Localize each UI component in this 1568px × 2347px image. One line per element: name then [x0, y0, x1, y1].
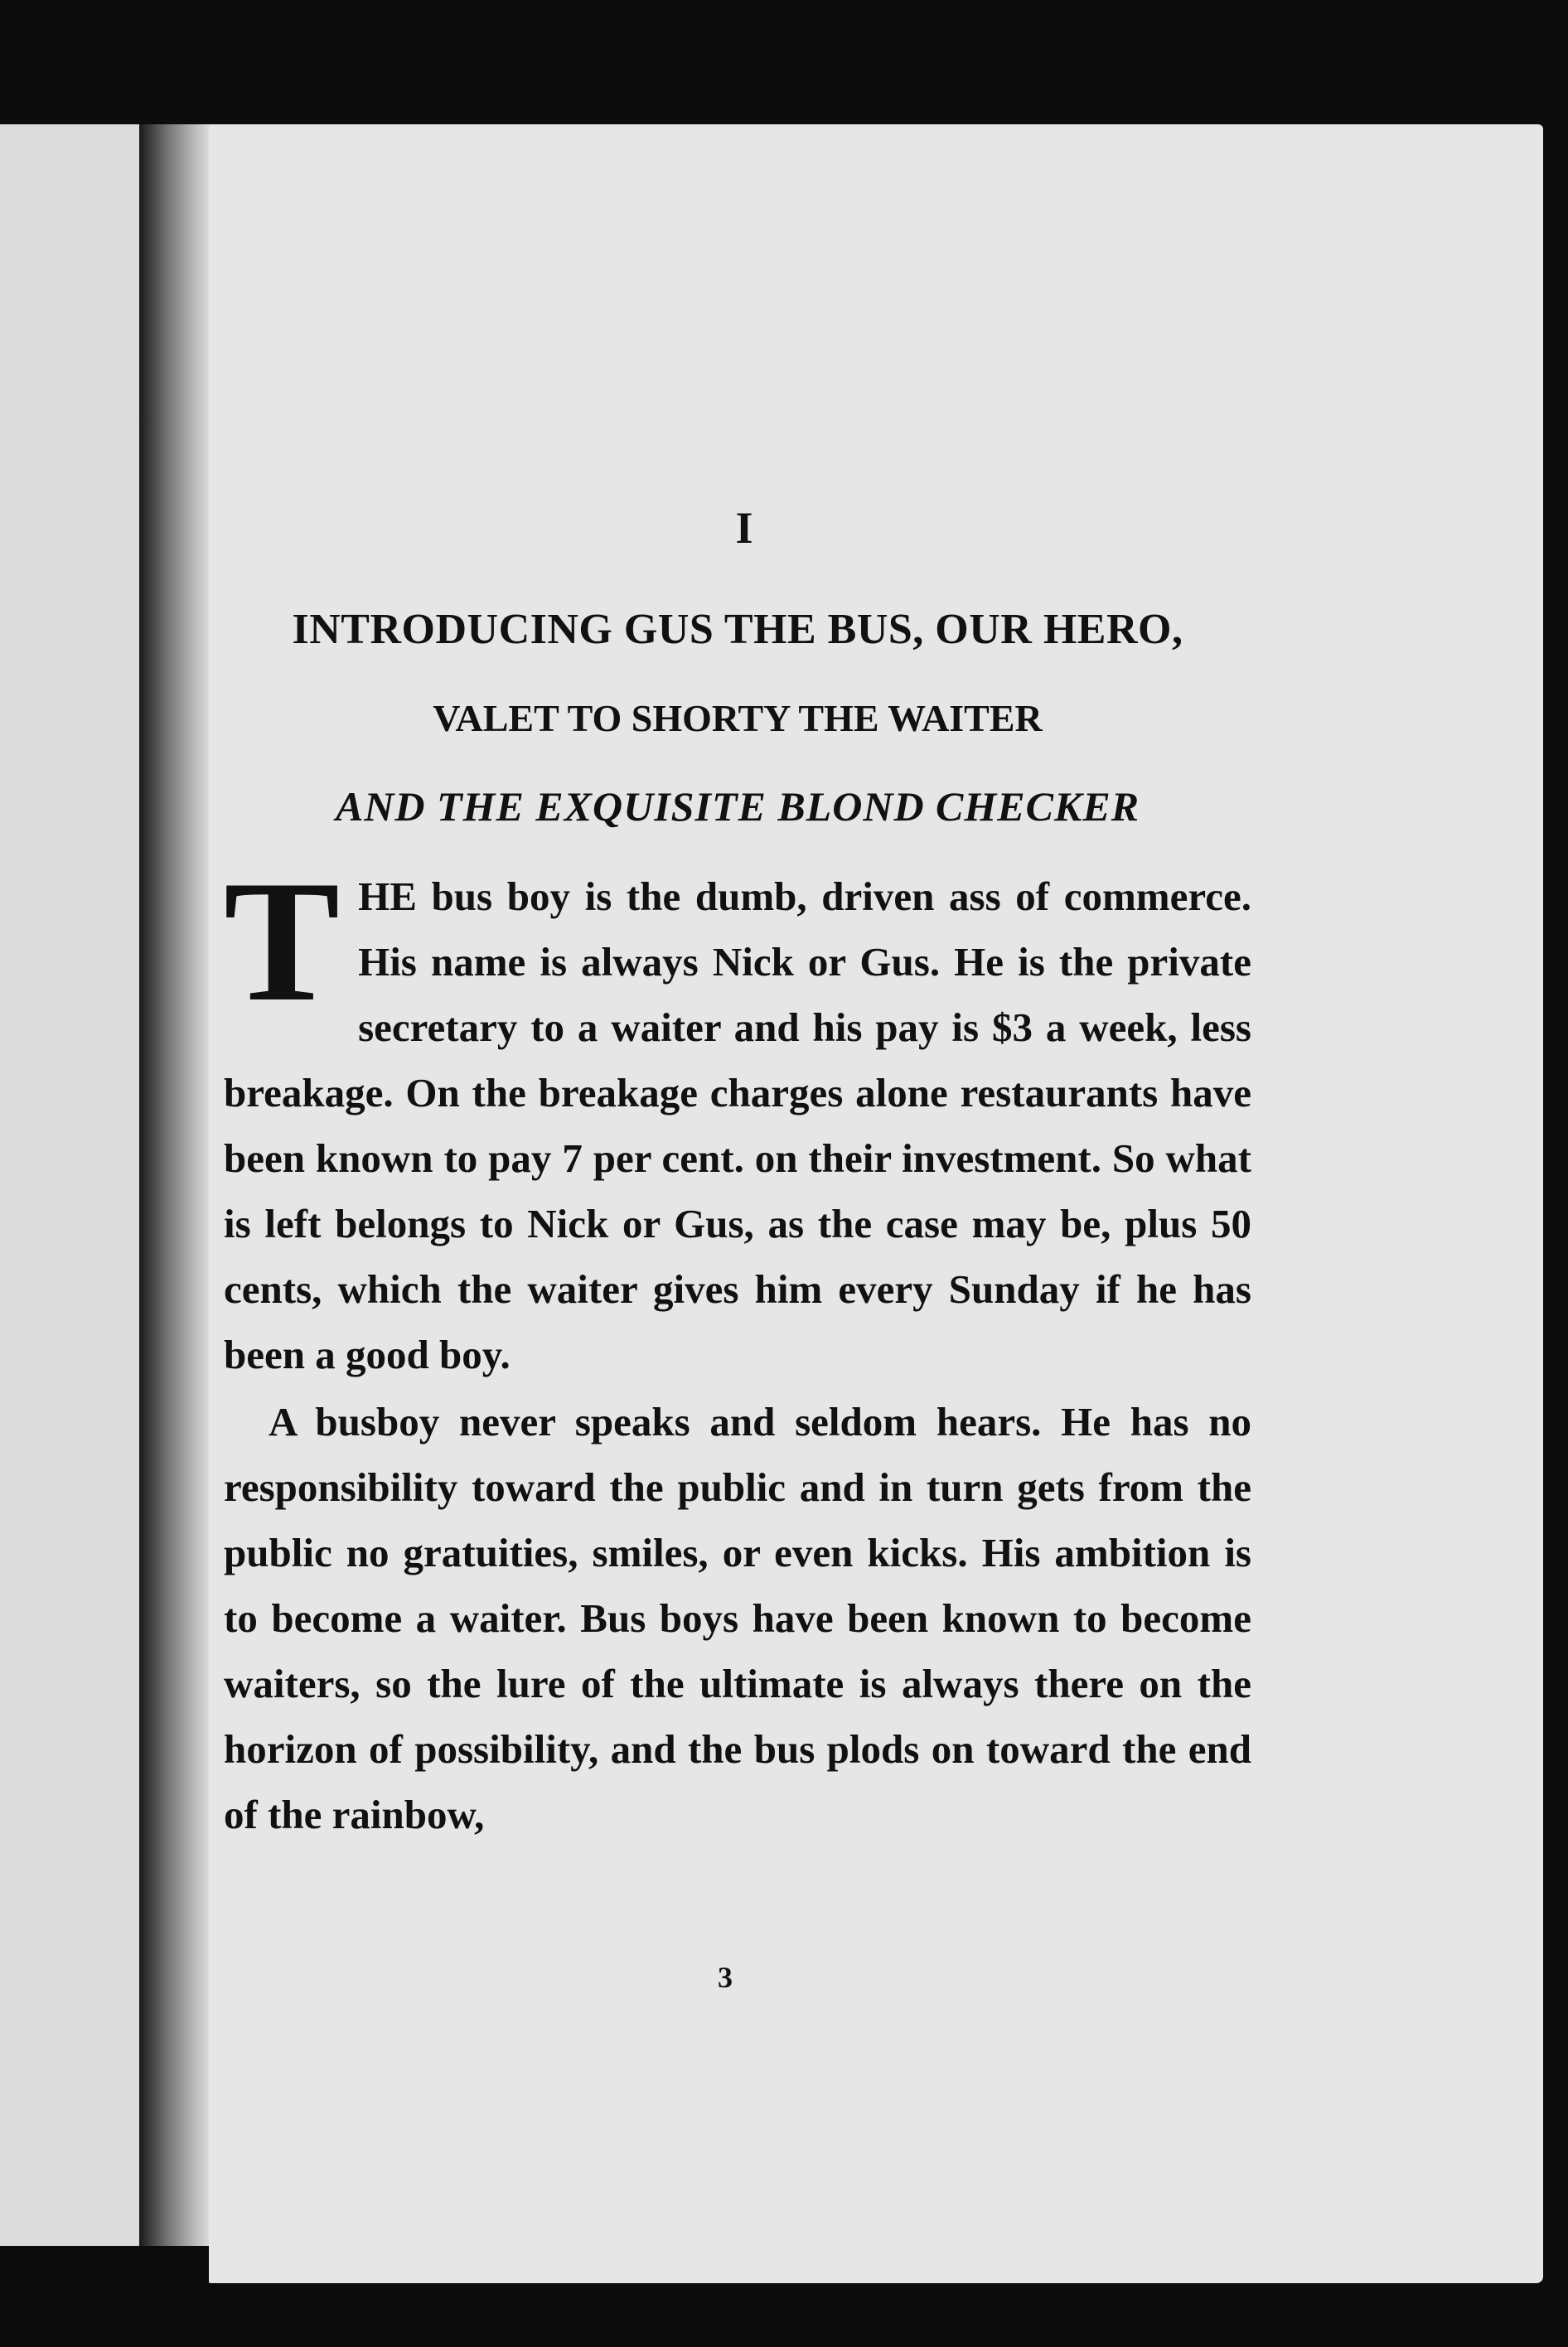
page-text — [224, 503, 1251, 1847]
drop-cap: T — [224, 845, 341, 1038]
facing-page-edge — [0, 124, 149, 2246]
page-number: 3 — [718, 1961, 733, 1994]
chapter-number: I — [735, 503, 753, 553]
chapter-title-line-3: AND THE EXQUISITE BLOND CHECKER — [335, 783, 1140, 830]
book-gutter — [139, 124, 212, 2246]
paragraph-1 — [224, 845, 1251, 1387]
paragraph-2: A busboy never speaks and seldom hears. He has no responsibility toward the public and in turn gets from the public no gratuities, smiles, or even kicks. His ambition is to become a waiter. Bus boys have been known to become waiters, so the lure of the ultimate is always there on the horizon of possibility, and the bus plods on toward the end of the rainbow, — [224, 1399, 1251, 1837]
chapter-title-line-1: INTRODUCING GUS THE BUS, OUR HERO, — [292, 606, 1183, 653]
chapter-title-line-2: VALET TO SHORTY THE WAITER — [433, 697, 1043, 739]
paragraph-1-text: HE bus boy is the dumb, driven ass of commerce. His name is always Nick or Gus. He is the private secretary to a waiter and his pay is $3 a week, less breakage. On the breakage charges alone restaurants have been known to pay 7 per cent. on their investment. So what is left belongs to Nick or Gus, as the case may be, plus 50 cents, which the waiter gives him every Sunday if he has been a good boy. — [224, 873, 1251, 1377]
